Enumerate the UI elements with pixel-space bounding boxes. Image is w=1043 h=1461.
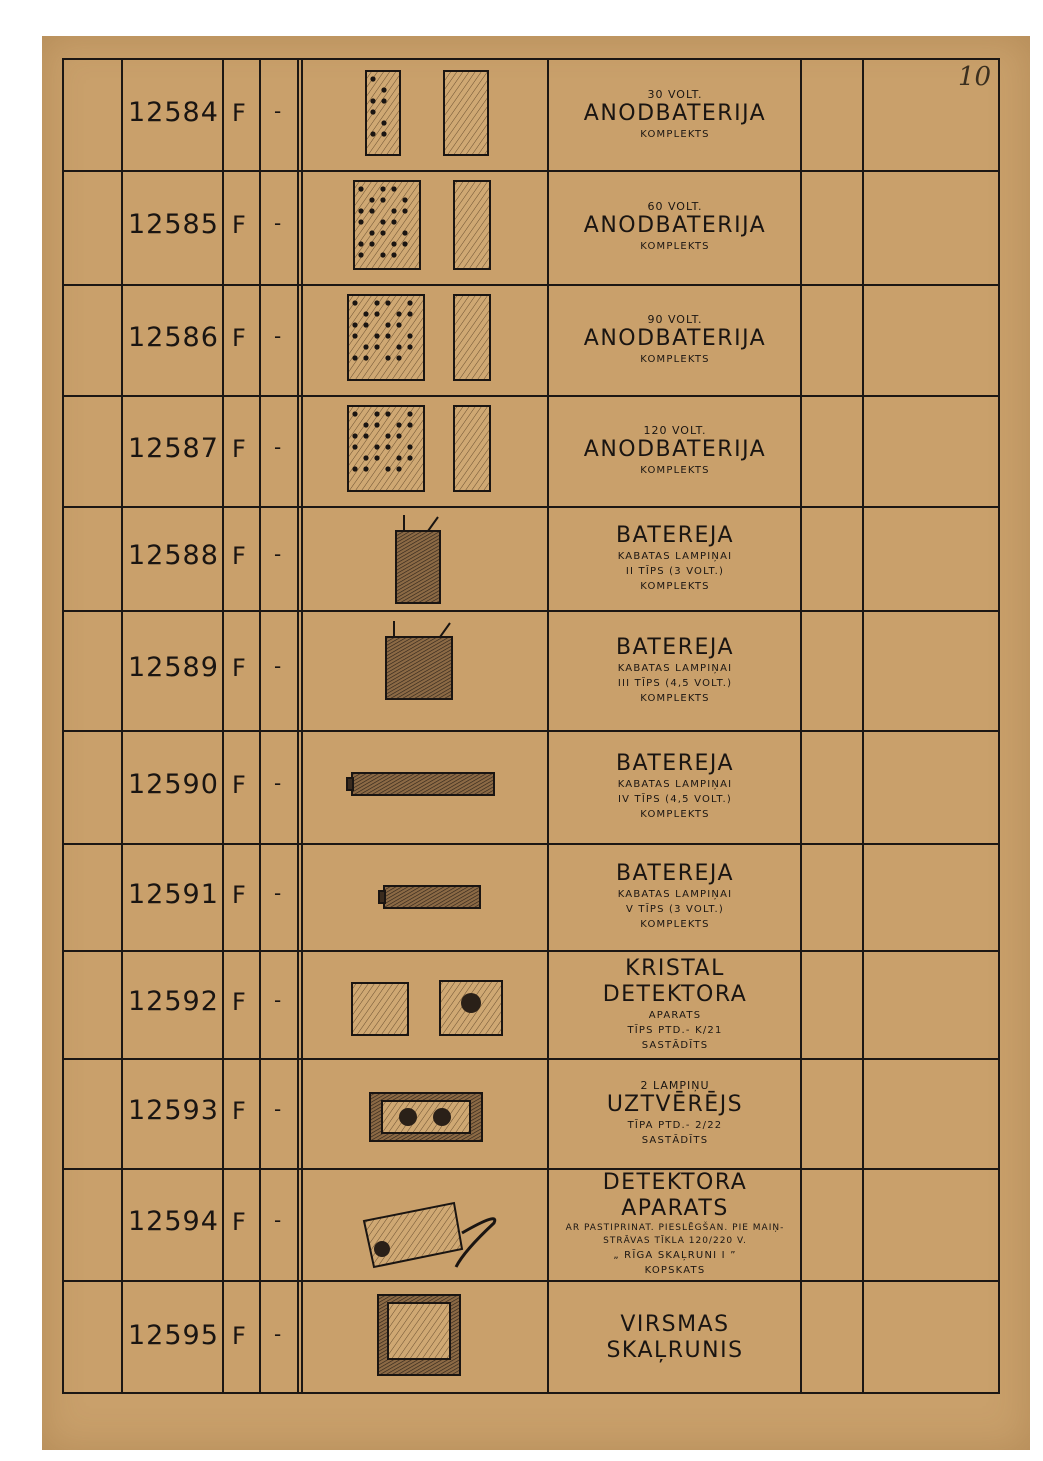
description-line: AR PASTIPRINAT. PIESLĒGŠAN. PIE MAIŅ- [565, 1223, 785, 1233]
column-divider [222, 60, 224, 1392]
pocket-battery-flat-illustration [304, 613, 544, 727]
loudspeaker-illustration [304, 1283, 544, 1393]
class-letter: F [232, 1322, 246, 1350]
description-line: APARATS [648, 1009, 702, 1021]
battery-120-illustration [304, 398, 544, 503]
class-letter: F [232, 988, 246, 1016]
row-divider [64, 284, 998, 286]
description-line: KABATAS LAMPIŅAI [617, 662, 733, 674]
class-letter: F [232, 542, 246, 570]
description-top-line: 90 VOLT. [647, 312, 703, 326]
description-line: KOMPLEKTS [640, 464, 710, 476]
column-divider [301, 60, 303, 1392]
dash-mark: - [274, 323, 282, 348]
item-description [550, 950, 800, 1058]
catalog-number: 12590 [128, 768, 219, 800]
description-title: BATEREJA [615, 751, 735, 776]
tube-battery-short-illustration [304, 846, 544, 947]
dash-mark: - [274, 434, 282, 459]
description-line: SASTĀDĪTS [641, 1039, 709, 1051]
item-description [550, 284, 800, 395]
description-line: II TĪPS (3 VOLT.) [625, 565, 725, 577]
column-divider [547, 60, 549, 1392]
description-line: KOMPLEKTS [640, 353, 710, 365]
catalog-number: 12584 [128, 97, 219, 128]
description-line: KOMPLEKTS [640, 692, 710, 704]
item-description [550, 506, 800, 610]
class-letter: F [232, 1208, 246, 1236]
description-line: TĪPA PTD.- 2/22 [627, 1119, 723, 1131]
row-divider [64, 170, 998, 172]
item-description [550, 170, 800, 284]
row-divider [64, 610, 998, 612]
battery-30-illustration [304, 63, 544, 167]
description-title: DETEKTORA APARATS [602, 1170, 748, 1221]
description-line: KABATAS LAMPIŅAI [617, 889, 733, 900]
dash-mark: - [274, 542, 282, 566]
catalog-number: 12591 [128, 878, 219, 910]
class-letter: F [232, 654, 246, 682]
item-description [550, 1058, 800, 1168]
description-top-line: 30 VOLT. [647, 88, 703, 101]
description-line: KOPSKATS [644, 1265, 706, 1276]
tube-battery-long-illustration [304, 733, 544, 840]
crystal-detector-illustration [304, 953, 544, 1055]
description-title: ANODBATERIJA [583, 325, 767, 351]
description-line: STRĀVAS TĪKLA 120/220 V. [603, 1236, 747, 1246]
description-title: BATEREJA [615, 861, 735, 886]
description-line: KABATAS LAMPIŅAI [617, 779, 733, 790]
description-title: ANODBATERIJA [583, 101, 767, 126]
description-line: KABATAS LAMPIŅAI [617, 550, 733, 562]
description-line: III TĪPS (4,5 VOLT.) [617, 677, 733, 689]
class-letter: F [232, 211, 246, 239]
catalog-number: 12589 [128, 652, 219, 683]
dash-mark: - [274, 1208, 282, 1232]
description-title: BATEREJA [615, 522, 735, 548]
row-divider [64, 730, 998, 732]
description-top-line: 60 VOLT. [647, 200, 703, 213]
item-description [550, 610, 800, 730]
description-title: VIRSMAS SKAĻRUNIS [606, 1312, 744, 1363]
catalog-number: 12593 [128, 1095, 219, 1126]
battery-60-illustration [304, 173, 544, 281]
description-title: UZTVĒRĒJS [606, 1091, 744, 1117]
row-divider [64, 843, 998, 845]
class-letter: F [232, 434, 246, 463]
catalog-number: 12594 [128, 1206, 219, 1237]
column-divider [800, 60, 802, 1392]
column-divider [121, 60, 123, 1392]
description-top-line: 120 VOLT. [643, 423, 707, 437]
class-letter: F [232, 770, 246, 799]
description-title: ANODBATERIJA [583, 436, 767, 462]
column-divider [862, 60, 864, 1392]
description-top-line: 2 LAMPIŅU [640, 1078, 710, 1092]
class-letter: F [232, 880, 246, 909]
dash-mark: - [274, 1097, 282, 1121]
dash-mark: - [274, 1322, 282, 1346]
class-letter: F [232, 323, 246, 352]
column-divider [259, 60, 261, 1392]
item-description [550, 395, 800, 506]
description-line: SASTĀDĪTS [641, 1134, 709, 1146]
catalog-number: 12592 [128, 986, 219, 1017]
description-title: KRISTAL DETEKTORA [602, 955, 748, 1007]
catalog-number: 12587 [128, 432, 219, 464]
battery-90-illustration [304, 287, 544, 392]
row-divider [64, 1168, 998, 1170]
page-number: 10 [958, 62, 992, 92]
description-line: KOMPLEKTS [640, 809, 710, 820]
item-description [550, 730, 800, 843]
catalog-number: 12595 [128, 1320, 219, 1351]
item-description [550, 1280, 800, 1396]
column-divider [297, 60, 299, 1392]
row-divider [64, 395, 998, 397]
item-description [550, 843, 800, 950]
class-letter: F [232, 99, 246, 127]
description-line: KOMPLEKTS [640, 241, 710, 252]
description-line: IV TĪPS (4,5 VOLT.) [617, 794, 733, 805]
description-line: V TĪPS (3 VOLT.) [625, 904, 724, 915]
detector-amplifier-illustration [304, 1171, 544, 1277]
dash-mark: - [274, 988, 282, 1012]
description-line: KOMPLEKTS [640, 919, 710, 930]
item-description [550, 1168, 800, 1280]
description-line: TĪPS PTD.- K/21 [627, 1024, 723, 1036]
dash-mark: - [274, 654, 282, 678]
description-line: KOMPLEKTS [640, 129, 710, 140]
catalog-number: 12588 [128, 540, 219, 571]
dash-mark: - [274, 880, 282, 905]
row-divider [64, 950, 998, 952]
dash-mark: - [274, 99, 282, 123]
catalog-number: 12585 [128, 209, 219, 240]
dash-mark: - [274, 211, 282, 235]
description-line: „ RĪGA SKAĻRUNI I ” [613, 1250, 737, 1261]
row-divider [64, 1058, 998, 1060]
receiver-illustration [304, 1061, 544, 1165]
row-divider [64, 506, 998, 508]
catalog-number: 12586 [128, 321, 219, 353]
dash-mark: - [274, 770, 282, 795]
catalog-table [62, 58, 1000, 1394]
description-line: KOMPLEKTS [640, 580, 710, 592]
item-description [550, 60, 800, 170]
row-divider [64, 1280, 998, 1282]
pocket-battery-illustration [304, 509, 544, 607]
class-letter: F [232, 1097, 246, 1125]
description-title: BATEREJA [615, 634, 735, 660]
description-title: ANODBATERIJA [583, 213, 767, 238]
